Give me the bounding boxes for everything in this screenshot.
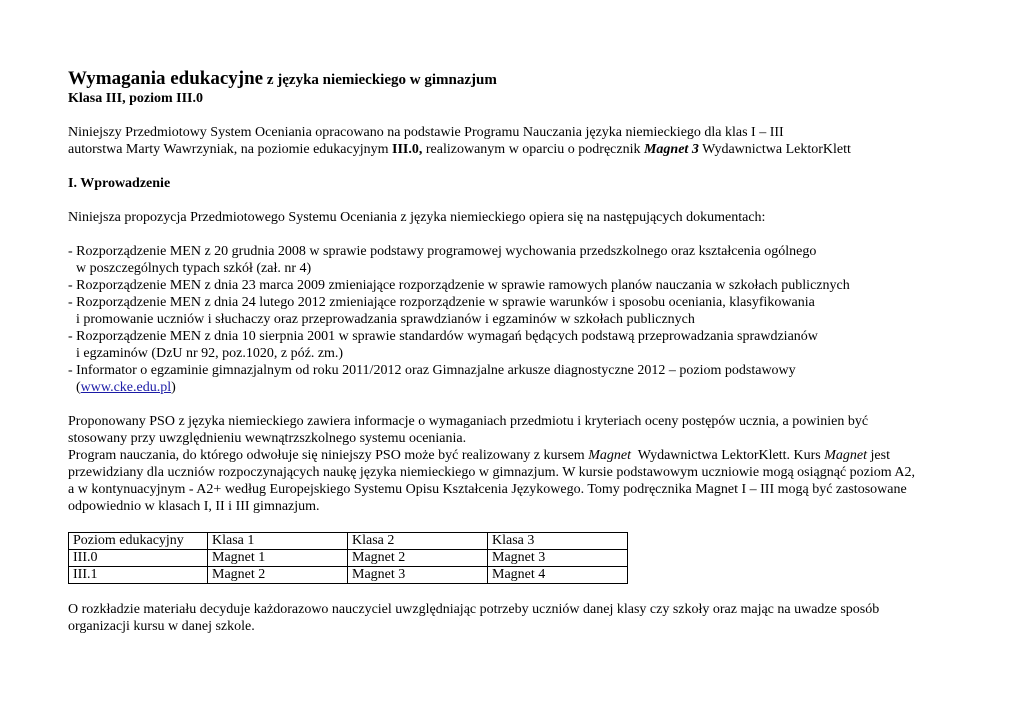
- course-text: jest: [867, 448, 890, 463]
- course-name: Magnet: [824, 448, 868, 463]
- intro-book-title: Magnet 3: [643, 142, 699, 157]
- table-header-cell: Klasa 2: [348, 533, 488, 550]
- list-item: - Rozporządzenie MEN z dnia 23 marca 2009 zmieniające rozporządzenie w sprawie ramowych planów nauczania w szkołach publicznych: [68, 278, 850, 293]
- section-lead: Niniejsza propozycja Przedmiotowego Systemu Oceniania z języka niemieckiego opiera się na następujących dokumentach:: [68, 210, 766, 225]
- table-cell: Magnet 1: [208, 550, 348, 567]
- closing-line-1: O rozkładzie materiału decyduje każdorazowo nauczyciel uwzględniając potrzeby uczniów danej klasy czy szkoły oraz mając na uwadze sposób: [68, 602, 880, 617]
- documents-list: [68, 243, 968, 396]
- title-rest: z języka niemieckiego w gimnazjum: [263, 72, 497, 88]
- table-header-cell: Poziom edukacyjny: [69, 533, 208, 550]
- spacer: [68, 107, 968, 124]
- course-line-2: przewidziany dla uczniów rozpoczynających naukę języka niemieckiego w gimnazjum. W kursie podstawowym uczniowie mogą osiągnąć poziom A2,: [68, 465, 915, 480]
- table-cell: III.1: [69, 567, 208, 584]
- pso-paragraph-line-1: Proponowany PSO z języka niemieckiego zawiera informacje o wymaganiach przedmiotu i kryteriach oceny postępów ucznia, a powinien być: [68, 414, 869, 429]
- intro-line-2-post: Wydawnictwa LektorKlett: [698, 142, 851, 157]
- spacer: [68, 584, 968, 601]
- list-item: - Informator o egzaminie gimnazjalnym od roku 2011/2012 oraz Gimnazjalne arkusze diagnostyczne 2012 – poziom podstawowy: [68, 363, 796, 378]
- list-item-continuation: i egzaminów (DzU nr 92, poz.1020, z póź. zm.): [76, 346, 344, 361]
- page-subtitle: Klasa III, poziom III.0: [68, 91, 203, 106]
- table-cell: Magnet 3: [348, 567, 488, 584]
- list-item: - Rozporządzenie MEN z dnia 24 lutego 2012 zmieniające rozporządzenie w sprawie warunków i sposobu oceniania, klasyfikowania: [68, 295, 815, 310]
- course-text: Program nauczania, do którego odwołuje się niniejszy PSO może być realizowany z kursem: [68, 448, 589, 463]
- cke-link[interactable]: www.cke.edu.pl: [80, 380, 172, 395]
- table-cell: Magnet 2: [348, 550, 488, 567]
- table-cell: III.0: [69, 550, 208, 567]
- intro-line-2-mid: realizowanym w oparciu o podręcznik: [422, 142, 644, 157]
- table-cell: Magnet 2: [208, 567, 348, 584]
- page-title: [68, 68, 968, 90]
- intro-line-1: Niniejszy Przedmiotowy System Oceniania opracowano na podstawie Programu Nauczania języka niemieckiego dla klas I – III: [68, 125, 784, 140]
- course-line-1: [68, 447, 968, 464]
- list-item: - Rozporządzenie MEN z 20 grudnia 2008 w sprawie podstawy programowej wychowania przedszkolnego oraz kształcenia ogólnego: [68, 244, 817, 259]
- spacer: [68, 192, 968, 209]
- list-item: - Rozporządzenie MEN z dnia 10 sierpnia 2001 w sprawie standardów wymagań będących podstawą przeprowadzania sprawdzianów: [68, 329, 818, 344]
- levels-table: [68, 532, 628, 584]
- table-header-row: [69, 533, 628, 550]
- paren-close: ): [171, 380, 176, 395]
- intro-line-2-pre: autorstwa Marty Wawrzyniak, na poziomie edukacyjnym: [68, 142, 393, 157]
- table-cell: Magnet 4: [488, 567, 628, 584]
- course-text: Wydawnictwa LektorKlett. Kurs: [630, 448, 825, 463]
- intro-line-2: [68, 141, 968, 158]
- closing-line-2: organizacji kursu w danej szkole.: [68, 619, 255, 634]
- intro-level: III.0,: [392, 142, 423, 157]
- document-content: [68, 68, 968, 635]
- list-item-continuation: i promowanie uczniów i słuchaczy oraz przeprowadzania sprawdzianów i egzaminów w szkołach publicznych: [76, 312, 695, 327]
- table-header-cell: Klasa 1: [208, 533, 348, 550]
- table-cell: Magnet 3: [488, 550, 628, 567]
- course-line-3: a w kontynuacyjnym - A2+ według Europejskiego Systemu Opisu Kształcenia Językowego. Tomy podręcznika Magnet I – III mogą być zastosowane: [68, 482, 907, 497]
- list-item-continuation: [68, 379, 968, 396]
- table-row: [69, 567, 628, 584]
- course-name: Magnet: [588, 448, 631, 463]
- pso-paragraph-line-2: stosowany przy uwzględnieniu wewnątrzszkolnego systemu oceniania.: [68, 431, 467, 446]
- spacer: [68, 158, 968, 175]
- list-item-continuation: w poszczególnych typach szkół (zał. nr 4): [76, 261, 312, 276]
- table-header-cell: Klasa 3: [488, 533, 628, 550]
- spacer: [68, 226, 968, 243]
- spacer: [68, 515, 968, 532]
- table-row: [69, 550, 628, 567]
- section-heading: I. Wprowadzenie: [68, 176, 171, 191]
- title-bold: Wymagania edukacyjne: [68, 68, 264, 89]
- paren-open: (: [76, 380, 81, 395]
- course-line-4: odpowiednio w klasach I, II i III gimnazjum.: [68, 499, 320, 514]
- spacer: [68, 396, 968, 413]
